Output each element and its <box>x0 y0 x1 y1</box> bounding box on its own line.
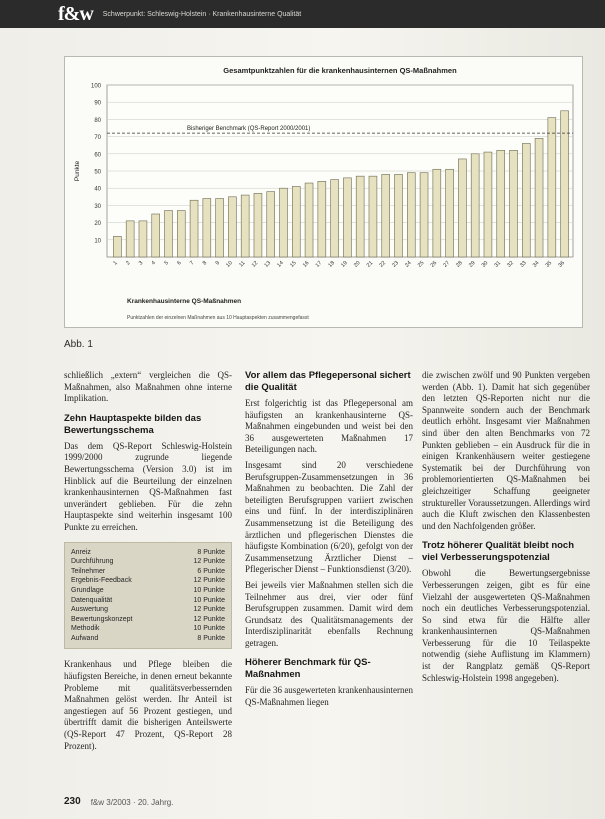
y-axis-label: Punkte <box>74 160 81 182</box>
bar <box>446 169 454 257</box>
bar <box>369 176 377 257</box>
bar <box>177 211 185 257</box>
x-tick-label: 12 <box>250 260 260 269</box>
bar <box>228 197 236 257</box>
bar <box>267 192 275 257</box>
paragraph: Obwohl die Bewertungsergebnisse Verbesserungen zeigen, gibt es für eine Vielzahl der ausgewerteten QS-Maßnahmen noch ein deutliches Verbesserungspotenzial. So sind etwa für die Hälfte aller krankenhausinternen QS-Maßnahmen Verbesserung für die 10 Teilaspekte notwendig (siehe Auflistung im Klammern) ist der Rangplatz gemäß QS-Report Schleswig-Holstein 1998 angegeben). <box>422 568 590 683</box>
scoring-label: Ergebnis-Feedback <box>71 577 132 585</box>
scoring-row <box>71 576 225 586</box>
scoring-row <box>71 605 225 615</box>
y-tick-label: 30 <box>94 203 101 210</box>
figure-box <box>64 56 583 328</box>
x-tick-label: 16 <box>301 260 311 269</box>
bar <box>548 118 556 257</box>
bar <box>433 169 441 257</box>
y-tick-label: 70 <box>94 135 101 142</box>
bar <box>420 173 428 257</box>
bar <box>254 193 262 257</box>
x-tick-label: 6 <box>176 260 183 267</box>
scoring-table <box>64 542 232 650</box>
bar-chart <box>65 57 582 327</box>
x-tick-label: 1 <box>112 260 119 267</box>
bar <box>190 200 198 257</box>
x-tick-label: 28 <box>455 260 464 269</box>
x-tick-label: 7 <box>189 260 196 267</box>
scoring-value: 12 Punkte <box>193 606 225 614</box>
section-heading: Zehn Hauptaspekte bilden das Bewertungsschema <box>64 412 202 436</box>
x-tick-label: 13 <box>263 260 273 269</box>
paragraph: die zwischen zwölf und 90 Punkten vergeben werden (Abb. 1). Damit hat sich gegenüber den letzten QS-Reporten nicht nur die Spannweite sondern auch der Benchmark deutlich erhöht. Insgesamt vier Maßnahmen sind über den alten Benchmarks von 72 Punkten geblieben – ein Ausdruck für die in einigen Krankenhäusern weiter gestiegene Systematik bei der Durchführung von problemorientierten QS-Maßnahmen bei gleichzeitiger Schaffung geeigneter struktureller Voraussetzungen. Allerdings wird auch die Kluft zwischen den Klassenbesten und den Nachfolgenden größer. <box>422 370 590 531</box>
page-footer <box>64 796 173 807</box>
text-column-3 <box>422 370 590 688</box>
bar <box>497 150 505 257</box>
chart-footnote: Punktzahlen der einzelnen Maßnahmen aus 10 Hauptaspekten zusammengefasst <box>127 315 309 321</box>
scoring-row <box>71 548 225 558</box>
bar <box>471 154 479 257</box>
bar <box>126 221 134 257</box>
paragraph: Insgesamt sind 20 verschiedene Berufsgruppen-Zusammensetzungen in 36 Maßnahmen zu beobachten. Die Zahl der beteiligten Berufsgruppen variiert zwischen eins und fünf. In der interdisziplinären Zusammensetzung ist die Beteiligung des ärztlichen und pflegerischen Dienstes die häufigste Kombination (6/20), gefolgt von der Zusammensetzung Ärztlicher Dienst – Pflegerischer Dienst – Funktionsdienst (3/20). <box>245 459 413 575</box>
y-tick-label: 60 <box>94 152 101 159</box>
text-column-2 <box>245 370 413 713</box>
paragraph: Erst folgerichtig ist das Pflegepersonal am häufigsten an krankenhausinterne QS-Maßnahmen eingebunden und weist bei den 36 ausgewerteten Maßnahmen 17 Beteiligungen nach. <box>245 398 413 455</box>
header-title: Schwerpunkt: Schleswig-Holstein · Krankenhausinterne Qualität <box>102 10 302 18</box>
x-tick-label: 19 <box>340 260 349 269</box>
x-tick-label: 29 <box>468 260 477 269</box>
bar <box>407 173 415 257</box>
scoring-value: 8 Punkte <box>197 548 225 556</box>
scoring-value: 12 Punkte <box>193 558 225 566</box>
x-tick-label: 14 <box>276 260 285 269</box>
bar <box>152 214 160 257</box>
y-tick-label: 80 <box>94 117 101 124</box>
scoring-label: Bewertungskonzept <box>71 615 133 623</box>
x-tick-label: 11 <box>238 260 247 269</box>
x-tick-label: 36 <box>557 260 567 269</box>
x-tick-label: 9 <box>214 260 222 267</box>
bar <box>395 174 403 257</box>
scoring-row <box>71 596 225 606</box>
benchmark-label: Bisheriger Benchmark (QS-Report 2000/2001) <box>187 126 311 133</box>
scoring-label: Aufwand <box>71 634 99 642</box>
x-tick-label: 15 <box>289 260 298 269</box>
scoring-label: Grundlage <box>71 586 104 594</box>
bar <box>535 138 543 257</box>
x-tick-label: 4 <box>150 260 158 267</box>
bar <box>305 183 313 257</box>
x-tick-label: 2 <box>125 260 132 267</box>
bar <box>458 159 466 257</box>
x-tick-label: 3 <box>137 260 145 267</box>
y-tick-label: 40 <box>94 186 101 193</box>
section-heading: Trotz höherer Qualität bleibt noch viel Verbesserungspotenzial <box>422 540 575 564</box>
scoring-value: 8 Punkte <box>197 634 225 642</box>
bar <box>280 188 288 257</box>
scoring-value: 10 Punkte <box>193 586 225 594</box>
figure-caption: Abb. 1 <box>64 339 93 350</box>
x-tick-label: 35 <box>544 260 554 269</box>
scoring-value: 10 Punkte <box>193 625 225 633</box>
bar <box>318 181 326 257</box>
bar <box>139 221 147 257</box>
footer-journal: f&w 3/2003 · 20. Jahrg. <box>90 798 174 807</box>
x-tick-label: 27 <box>442 260 452 269</box>
section-heading: Höherer Benchmark für QS-Maßnahmen <box>245 657 371 681</box>
x-tick-label: 5 <box>163 260 170 267</box>
section-heading: Vor allem das Pflegepersonal sichert die Qualität <box>245 370 411 393</box>
paragraph: Krankenhaus und Pflege bleiben die häufigsten Bereiche, in denen erneut bekannte Probleme mit qualitätsverbessernden Maßnahmen gelöst werden. Ihr Anteil ist angestiegen auf 56 Prozent gestiegen, und übertrifft damit die bisherigen Anteilswerte (QS-Report 47 Prozent, QS-Report 28 Prozent). <box>64 659 232 751</box>
bar <box>203 199 211 257</box>
bar <box>561 111 569 257</box>
scoring-label: Anreiz <box>71 548 91 556</box>
x-tick-label: 22 <box>378 260 388 269</box>
x-tick-label: 31 <box>493 260 503 269</box>
scoring-value: 6 Punkte <box>197 567 225 575</box>
chart-title: Gesamtpunktzahlen für die krankenhausinternen QS-Maßnahmen <box>223 66 457 75</box>
paragraph: schließlich „extern“ vergleichen die QS-Maßnahmen, also Maßnahmen ohne interne Implikation. <box>64 370 232 404</box>
scoring-row <box>71 624 225 634</box>
bar <box>356 176 364 257</box>
x-tick-label: 32 <box>506 260 515 269</box>
bar <box>510 150 518 257</box>
bar <box>484 152 492 257</box>
x-tick-label: 26 <box>429 260 439 269</box>
scoring-label: Datenqualität <box>71 596 113 604</box>
x-tick-label: 18 <box>327 260 337 269</box>
journal-logo: f&w <box>58 2 93 25</box>
x-tick-label: 25 <box>416 260 426 269</box>
x-tick-label: 34 <box>531 260 541 269</box>
x-tick-label: 20 <box>353 260 362 269</box>
bar <box>165 211 173 257</box>
scoring-row <box>71 634 225 644</box>
page-number: 230 <box>64 796 81 807</box>
scoring-row <box>71 567 225 577</box>
bar <box>382 174 390 257</box>
text-column-1 <box>64 370 232 756</box>
bar <box>331 180 339 257</box>
scoring-value: 12 Punkte <box>193 577 225 585</box>
scoring-row <box>71 586 225 596</box>
x-tick-label: 23 <box>391 260 400 269</box>
paragraph: Für die 36 ausgewerteten krankenhausinternen QS-Maßnahmen liegen <box>245 685 413 708</box>
y-tick-label: 10 <box>94 238 101 245</box>
y-tick-label: 20 <box>94 221 101 228</box>
scoring-label: Auswertung <box>71 606 108 614</box>
bar <box>241 195 249 257</box>
bar <box>522 143 530 257</box>
scoring-label: Durchführung <box>71 558 114 566</box>
scoring-row <box>71 615 225 625</box>
bar <box>113 236 121 257</box>
paragraph: Das dem QS-Report Schleswig-Holstein 1999/2000 zugrunde liegende Bewertungsschema (Version 3.0) ist im Hinblick auf die Beurteilung der einzelnen krankenhausinternen QS-Maßnahmen fast unverändert geblieben. Für die zehn Hauptaspekte sind weiterhin insgesamt 100 Punkte zu erreichen. <box>64 440 232 532</box>
y-tick-label: 50 <box>94 169 101 176</box>
scoring-value: 10 Punkte <box>193 596 225 604</box>
x-tick-label: 33 <box>519 260 528 269</box>
x-tick-label: 21 <box>365 260 375 269</box>
x-tick-label: 17 <box>314 260 324 269</box>
x-tick-label: 8 <box>201 260 209 267</box>
paragraph: Bei jeweils vier Maßnahmen stellen sich die Teilnehmer aus drei, vier oder fünf Berufsgruppen zusammen. Damit wird dem Grundsatz des Qualitätsmanagements der Interdisziplinarität ebenfalls Rechnung getragen. <box>245 579 413 648</box>
scoring-value: 12 Punkte <box>193 615 225 623</box>
x-tick-label: 10 <box>225 260 234 269</box>
scoring-label: Methodik <box>71 625 100 633</box>
x-tick-label: 24 <box>404 260 413 269</box>
y-tick-label: 90 <box>94 100 101 107</box>
bar <box>292 186 300 257</box>
scoring-label: Teilnehmer <box>71 567 106 575</box>
scoring-row <box>71 557 225 567</box>
x-axis-label: Krankenhausinterne QS-Maßnahmen <box>127 298 242 305</box>
y-tick-label: 100 <box>90 83 101 90</box>
x-tick-label: 30 <box>480 260 490 269</box>
bar <box>343 178 351 257</box>
bar <box>216 199 224 257</box>
header-band <box>0 0 605 28</box>
